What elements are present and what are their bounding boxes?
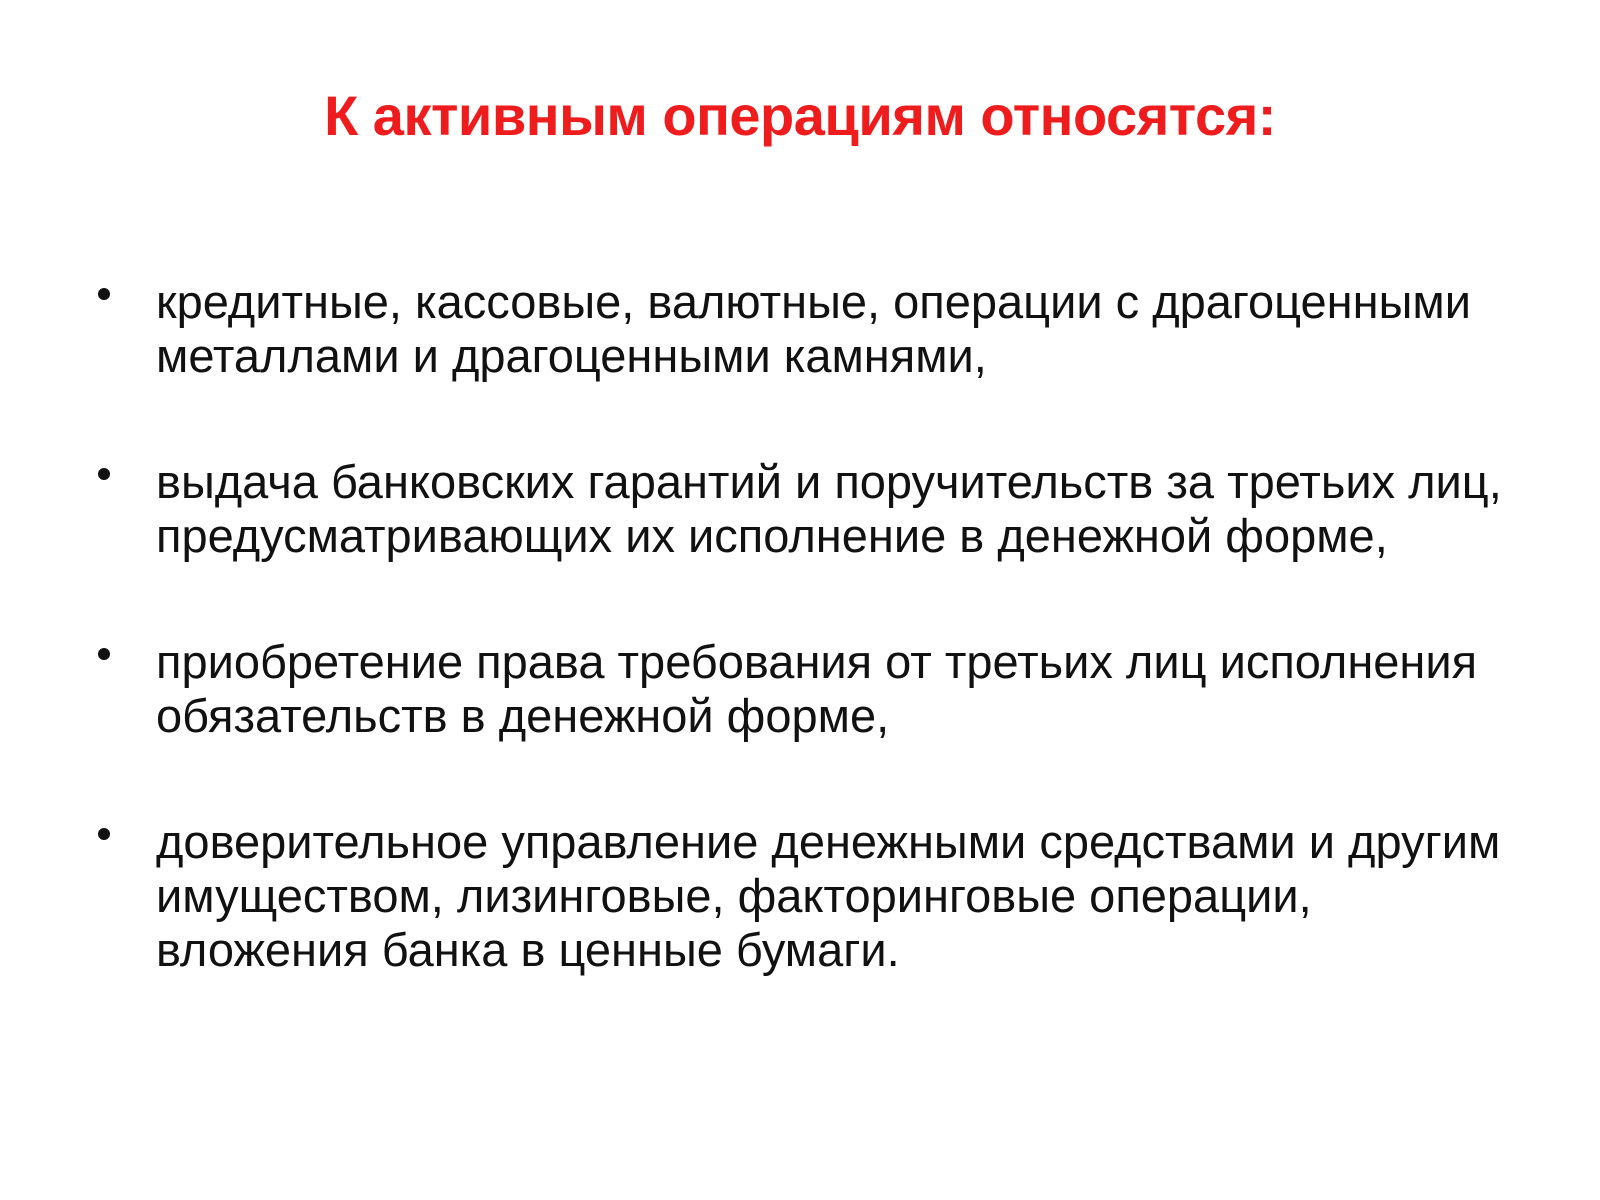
bullet-dot-icon (98, 468, 110, 480)
list-item (90, 275, 1510, 383)
bullet-dot-icon (98, 828, 110, 840)
list-item (90, 815, 1510, 977)
list-item (90, 455, 1510, 563)
list-item (90, 635, 1510, 743)
list-item-text: доверительное управление денежными средствами и другим имуществом, лизинговые, факторинговые операции, вложения банка в ценные бумаги. (156, 815, 1501, 976)
bullet-list (90, 275, 1510, 977)
bullet-dot-icon (98, 648, 110, 660)
list-item-text: выдача банковских гарантий и поручительств за третьих лиц, предусматривающих их исполнение в денежной форме, (156, 455, 1502, 562)
bullet-dot-icon (98, 288, 110, 300)
slide-title: К активным операциям относятся: (324, 84, 1276, 147)
list-item-text: кредитные, кассовые, валютные, операции с драгоценными металлами и драгоценными камнями, (156, 275, 1471, 382)
list-item-text: приобретение права требования от третьих лиц исполнения обязательств в денежной форме, (156, 635, 1478, 742)
